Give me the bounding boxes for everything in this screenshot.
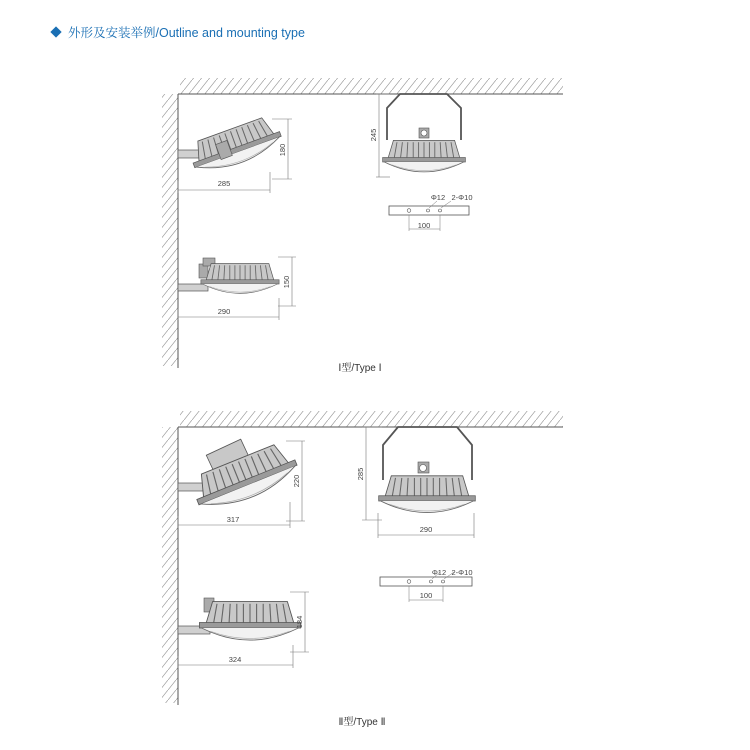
- type1-caption: Ⅰ型/Type Ⅰ: [338, 363, 382, 374]
- type2-wall-mount-width: 324: [228, 655, 242, 664]
- type2-wall-bracket-width: 317: [226, 515, 240, 524]
- type2-ceiling-width: 290: [419, 525, 433, 534]
- type1-wall-ceiling: [162, 78, 563, 368]
- type2-wall-bracket-lamp: [178, 439, 302, 516]
- type1-plate-spacing: 100: [417, 221, 431, 230]
- type2-ceiling-height: 285: [356, 467, 365, 481]
- type1-plate-hole-left: Φ12: [430, 193, 446, 202]
- type2-wall-mount-height: 184: [295, 615, 304, 629]
- type1-plate-hole-right: 2-Φ10: [451, 193, 473, 202]
- type1-wall-bracket-width: 285: [217, 179, 231, 188]
- type2-bracket-plate: [380, 568, 473, 602]
- type1-wall-bracket-height: 180: [278, 143, 287, 157]
- type2-plate-spacing: 100: [419, 591, 433, 600]
- type1-wall-bracket-lamp: [178, 114, 285, 178]
- type1-ceiling-height: 245: [369, 128, 378, 142]
- type2-wall-bracket-height: 220: [292, 474, 301, 488]
- type1-bracket-plate: [389, 193, 473, 231]
- type2-wall-mount-lamp: [178, 598, 301, 640]
- type2-ceiling-lamp: [379, 427, 476, 513]
- type1-ceiling-lamp: [383, 94, 466, 172]
- type1-wall-mount-width: 290: [217, 307, 231, 316]
- type1-wall-mount-height: 150: [282, 275, 291, 289]
- type2-plate-hole-right: 2-Φ10: [451, 568, 473, 577]
- type1-wall-mount-lamp: [178, 258, 279, 293]
- type2-caption: Ⅱ型/Type Ⅱ: [338, 717, 386, 728]
- type2-plate-hole-left: Φ12: [431, 568, 447, 577]
- section-title: 外形及安装举例/Outline and mounting type: [68, 26, 305, 40]
